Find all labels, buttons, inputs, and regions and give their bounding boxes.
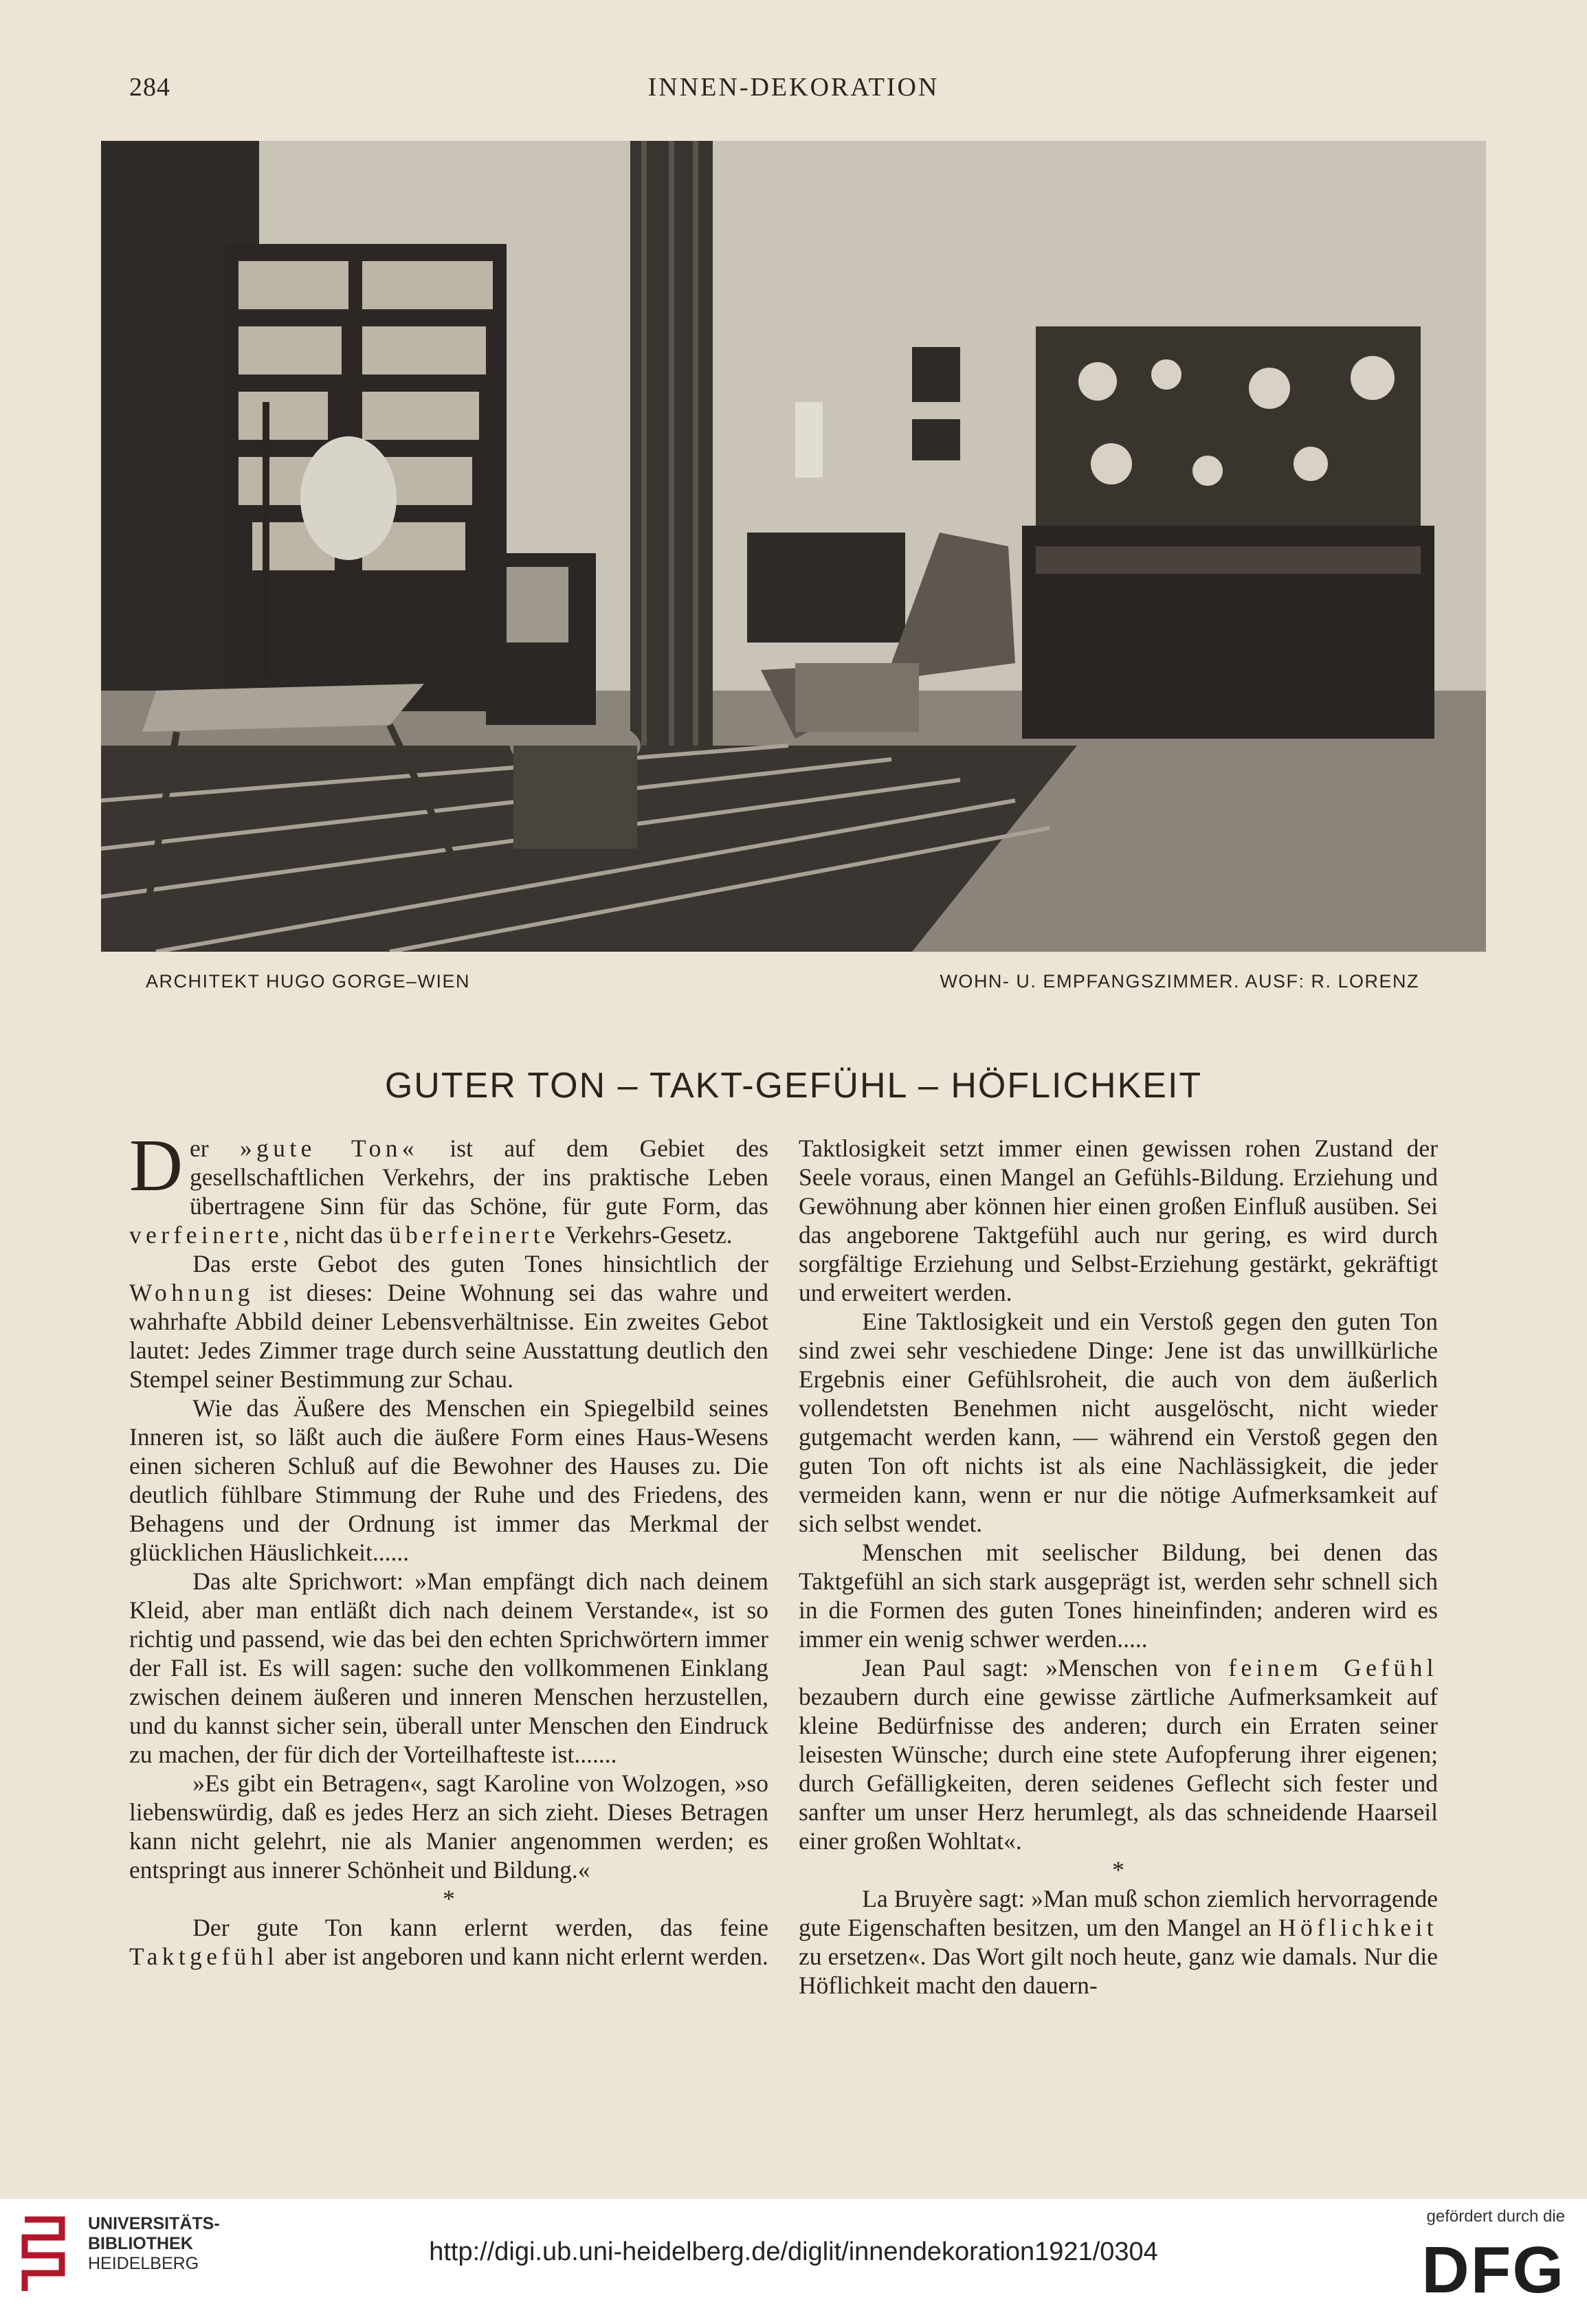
section-divider-star: * <box>1112 1856 1124 1884</box>
source-url-link[interactable]: http://digi.ub.uni-heidelberg.de/diglit/innendekoration1921/0304 <box>429 2237 1158 2266</box>
photo-caption-architect: ARCHITEKT HUGO GORGE–WIEN <box>146 971 471 992</box>
paragraph: »Es gibt ein Betragen«, sagt Karoline von Wolzogen, »so liebenswürdig, daß es jedes Herz an sich zieht. Dieses Betragen kann nicht gelehrt, nie als Manier angenommen werden; es entspringt aus innerer Schönheit und Bildung.« <box>129 1769 768 1884</box>
paragraph: Menschen mit seelischer Bildung, bei denen das Taktgefühl an sich stark ausgeprägt ist, werden sehr schnell sich in die Formen des guten Tones hineinfinden; anderen wird es immer ein wenig schwer werden..... <box>799 1539 1438 1653</box>
drop-cap: D <box>129 1125 183 1207</box>
funded-by-label: gefördert durch die <box>1426 2207 1565 2226</box>
dfg-logo: DFG <box>1421 2233 1565 2307</box>
text-column-right <box>799 1134 1438 2000</box>
paragraph: Das erste Gebot des guten Tones hinsichtlich der Wohnung ist dieses: Deine Wohnung sei das wahre und wahrhafte Abbild deiner Lebensverhältnisse. Ein zweites Gebot lautet: Jedes Zimmer trage durch seine Ausstattung deutlich den Stempel seiner Bestimmung zur Schau. <box>129 1250 768 1393</box>
paragraph: La Bruyère sagt: »Man muß schon ziemlich hervorragende gute Eigenschaften besitzen, um den Mangel an Höflichkeit zu ersetzen«. Das Wort gilt noch heute, ganz wie damals. Nur die Höflichkeit macht den dauern- <box>799 1885 1438 1999</box>
paragraph: Eine Taktlosigkeit und ein Verstoß gegen den guten Ton sind zwei sehr veschiedene Dinge: Jene ist das unwillkürliche Ergebnis einer Gefühlsroheit, die auch von dem äußerlich vollendetsten Benehmen nicht ausgelöscht, nicht wieder gutgemacht werden kann, — während ein Verstoß gegen den guten Ton oft nichts ist als eine Nachlässigkeit, die jeder vermeiden kann, wenn er nur die nötige Aufmerksamkeit auf sich selbst wendet. <box>799 1308 1438 1537</box>
text-column-left <box>129 1125 768 1971</box>
paragraph: Wie das Äußere des Menschen ein Spiegelbild seines Inneren ist, so läßt auch die äußere Form eines Haus-Wesens einen sicheren Schluß auf die Bewohner des Hauses zu. Die deutlich fühlbare Stimmung der Ruhe und des Friedens, des Behagens und der Ordnung ist immer das Merkmal der glücklichen Häuslichkeit...... <box>129 1394 768 1566</box>
university-library-name: UNIVERSITÄTS- BIBLIOTHEK HEIDELBERG <box>88 2214 220 2273</box>
paragraph: Der »gute Ton« ist auf dem Gebiet des gesellschaftlichen Verkehrs, der ins praktische Leben übertragene Sinn für das Schöne, für gute Form, das verfeinerte, nicht das überfeinerte Verkehrs-Gesetz. <box>129 1125 768 1249</box>
photo-caption-room: WOHN- U. EMPFANGSZIMMER. AUSF: R. LORENZ <box>940 971 1419 992</box>
section-divider-star: * <box>443 1885 455 1912</box>
paragraph: Jean Paul sagt: »Menschen von feinem Gefühl bezaubern durch eine gewisse zärtliche Aufmerksamkeit auf kleine Bedürfnisse des anderen; durch ein Erraten seiner leisesten Wünsche; durch eine stete Aufopferung ihrer eigenen; durch Gefälligkeiten, deren seidenes Geflecht sich fester und sanfter um unser Herz herumlegt, als das schneidende Haarseil einer großen Wohltat«. <box>799 1654 1439 1855</box>
interior-photograph <box>101 141 1486 952</box>
running-head: INNEN-DEKORATION <box>647 73 940 102</box>
paragraph: Das alte Sprichwort: »Man empfängt dich nach deinem Kleid, aber man entläßt dich nach deinem Verstande«, ist so richtig und passend, wie das bei den echten Sprichwörtern immer der Fall ist. Es will sagen: suche den vollkommenen Einklang zwischen deinem äußeren und inneren Menschen herzustellen, und du kannst sicher sein, überall unter Menschen den Eindruck zu machen, der für dich der Vorteilhafteste ist....... <box>129 1567 768 1768</box>
paragraph: Taktlosigkeit setzt immer einen gewissen rohen Zustand der Seele voraus, einen Mangel an Gefühls-Bildung. Erziehung und Gewöhnung aber können hier einen großen Einfluß ausüben. Sei das angeborene Taktgefühl auch nur gering, es wird durch sorgfältige Erziehung und Selbst-Erziehung gestärkt, gekräftigt und erweitert werden. <box>799 1135 1438 1306</box>
paragraph: Der gute Ton kann erlernt werden, das feine Taktgefühl aber ist angeboren und kann nicht erlernt werden. <box>129 1914 768 1970</box>
page-number: 284 <box>129 73 170 102</box>
article-title: GUTER TON – TAKT-GEFÜHL – HÖFLICHKEIT <box>384 1066 1203 1106</box>
